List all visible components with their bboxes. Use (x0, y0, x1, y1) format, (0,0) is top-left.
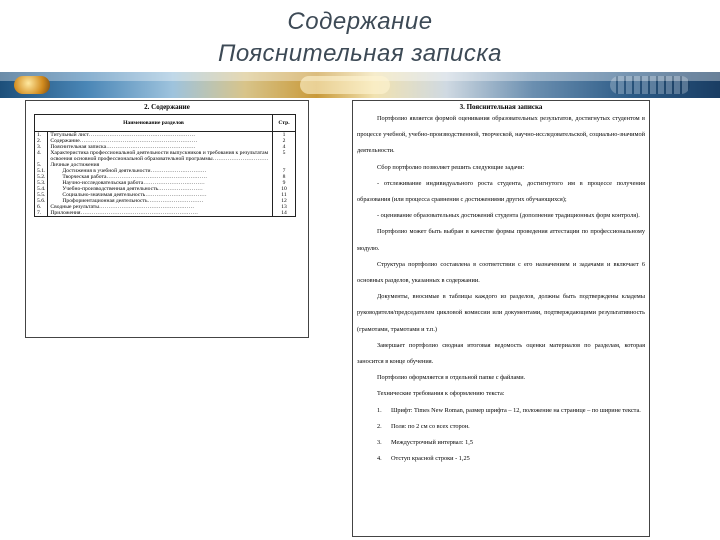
contents-rows (35, 132, 296, 217)
note-heading: 3. Пояснительная записка (459, 103, 543, 111)
contents-row-page: 7 (273, 168, 296, 174)
note-paragraph: Сбор портфолио позволяет решить следующие задачи: (377, 163, 525, 171)
contents-row-number: 3. (35, 144, 48, 150)
contents-row-title: Сводные результаты…………………………………………… (48, 204, 273, 210)
note-paragraph: - отслеживание индивидуального роста студента, достигнутого им в процессе получения образования (или процесса сравнения с достижениями других обучающихся); (357, 179, 645, 204)
contents-row (35, 150, 296, 162)
contents-row-title: Учебно-производственная деятельность…………………… (48, 186, 273, 192)
contents-row-number: 2. (35, 138, 48, 144)
note-body (353, 111, 649, 467)
requirement-number: 1. (377, 406, 382, 414)
requirement-item (357, 435, 645, 451)
contents-row (35, 210, 296, 217)
note-paragraph: Портфолио оформляется в отдельной папке с файлами. (377, 374, 526, 382)
requirement-number: 3. (377, 439, 382, 447)
contents-row-number: 6. (35, 204, 48, 210)
contents-table (34, 114, 296, 217)
contents-row-number: 5.2. (35, 174, 48, 180)
contents-row-number: 7. (35, 210, 48, 217)
contents-row-page: 8 (273, 174, 296, 180)
contents-row-number: 5.4. (35, 186, 48, 192)
contents-row-number: 5.1. (35, 168, 48, 174)
contents-row-page: 9 (273, 180, 296, 186)
contents-row-title: Содержание……………………………………………………… (48, 138, 273, 144)
contents-row-title: Творческая работа……………………………………………… (48, 174, 273, 180)
contents-row-number: 5.5. (35, 192, 48, 198)
contents-row-number: 5. (35, 162, 48, 168)
contents-row-title: Пояснительная записка………………………………………… (48, 144, 273, 150)
requirement-item (357, 451, 645, 467)
contents-row-number: 5.3. (35, 180, 48, 186)
contents-row-number: 1. (35, 132, 48, 139)
contents-row-title: Профориентационная деятельность………………………… (48, 198, 273, 204)
note-paragraph: Документы, вносимые в таблицы каждого из разделов, должны быть подтверждены кладемы руководителя/председателем цикловой комиссии или документами, подтверждающими результативность (грамотами, трамотами и т.п.) (357, 293, 645, 333)
requirement-text: Поля: по 2 см со всех сторон. (391, 422, 470, 430)
contents-row-number: 4. (35, 150, 48, 162)
slide-subtitle: Пояснительная записка (217, 40, 503, 67)
note-paragraph: Структура портфолио составлена в соответствии с его назначением и задачами и включает 6 основных разделов, указанных в содержании. (357, 260, 645, 285)
contents-col-page: Стр. (273, 115, 296, 132)
decorative-banner (0, 72, 720, 98)
note-paragraph: Завершает портфолио сводная итоговая ведомость оценки материалов по разделам, которая заносится в конце обучения. (357, 341, 645, 366)
banner-keyboard (610, 76, 690, 94)
contents-row-page: 5 (273, 150, 296, 162)
contents-row-page: 13 (273, 204, 296, 210)
contents-row-page: 14 (273, 210, 296, 217)
requirement-item (357, 419, 645, 435)
requirement-text: Междустрочный интервал: 1,5 (391, 439, 473, 447)
banner-globe (14, 76, 50, 94)
contents-row-title: Личные достижения (48, 162, 273, 168)
note-page (352, 100, 650, 537)
contents-col-name: Наименование разделов (35, 115, 273, 132)
requirement-item (357, 403, 645, 419)
contents-row-title: Научно-исследовательская работа…………………………… (48, 180, 273, 186)
contents-row-page: 12 (273, 198, 296, 204)
requirement-text: Отступ красной строки - 1,25 (391, 455, 470, 463)
contents-row-number: 5.6. (35, 198, 48, 204)
contents-row-page: 10 (273, 186, 296, 192)
requirement-text: Шрифт: Times New Roman, размер шрифта – 12, положение на странице – по ширине текста. (391, 406, 641, 414)
note-paragraph: - оценивание образовательных достижений студента (дополнение традиционных форм контроля). (377, 212, 640, 220)
banner-highlight (300, 76, 390, 94)
requirement-number: 2. (377, 422, 382, 430)
contents-row-page: 1 (273, 132, 296, 139)
contents-row-title: Достижения в учебной деятельности………………………… (48, 168, 273, 174)
contents-row-title: Социально-значимая деятельность…………………………… (48, 192, 273, 198)
contents-row-title: Характеристика профессиональной деятельности выпускников и требования к результатам освоения основной профессиональной образовательной программы………………………… (48, 150, 273, 162)
slide-title: Содержание (287, 8, 433, 35)
note-paragraph: Портфолио является формой оценивания образовательных результатов, достигнутых студентом в процессе учебной, учебно-производственной, творческой, научно-исследовательской, социально-значимой деятельности. (357, 115, 645, 155)
contents-row-title: Приложения……………………………………………………… (48, 210, 273, 217)
note-paragraph: Портфолио может быть выбран в качестве формы проведения аттестации по профессиональному модулю. (357, 228, 645, 252)
contents-header-row (35, 115, 296, 132)
contents-row-page: 4 (273, 144, 296, 150)
contents-row-page: 2 (273, 138, 296, 144)
requirement-number: 4. (377, 455, 382, 463)
contents-heading: 2. Содержание (144, 103, 190, 111)
contents-row-title: Титульный лист………………………………………………… (48, 132, 273, 139)
contents-row-page: 11 (273, 192, 296, 198)
contents-page (25, 100, 309, 338)
note-paragraph: Технические требования к оформлению текста: (377, 390, 505, 398)
